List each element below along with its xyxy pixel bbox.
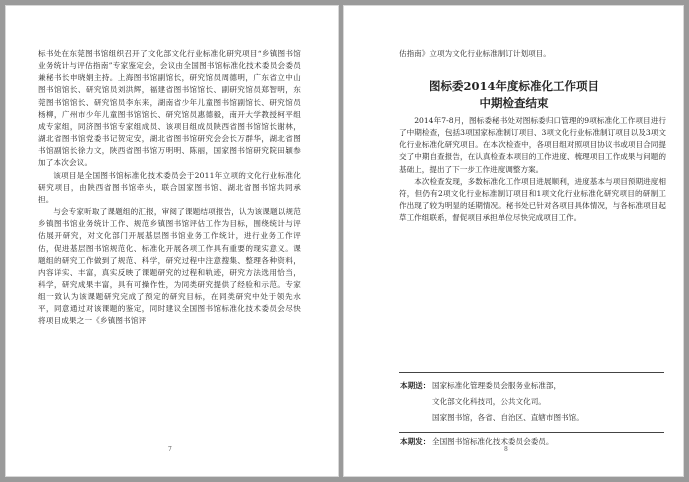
distribution-top-rule [399,372,664,373]
left-paragraph-2: 该项目是全国图书馆标准化技术委员会于2011年立项的文化行业标准化研究项目，由陕西省图书馆牵头，联合国家图书馆、湖北省图书馆共同承担。 [38,170,301,204]
left-paragraph-3: 与会专家听取了课题组的汇报，审阅了课题结项报告，认为该课题以规范乡镇图书馆业务统计工作、规范乡镇图书馆评估工作为目标，围绕统计与评估展开研究，对文化部门开展基层图书馆业务工作统计，进行业务工作评估，促进基层图书馆规范化、标准化开展各项工作具有重要的现实意义。课题组的研究工作做到了规范、科学，研究过程中注意搜集、整理各种资料，内容详实、丰富，真实反映了课题研究的过程和轨迹，研究方法选用恰当，科学，研究成果丰富，具有可操作性，为同类研究提供了经验和示范。专家组一致认为该课题研究完成了预定的研究目标，在同类研究中处于领先水平，同意通过对该课题的鉴定，同时建议全国图书馆标准化技术委员会尽快将项目成果之一《乡镇图书馆评 [38,207,301,326]
distribution-from [400,436,554,448]
left-page-number: 7 [168,446,172,453]
right-page-number: 8 [504,446,508,453]
article-title-line-2: 中期检查结束 [479,96,549,110]
right-page-continuation: 估指南》立项为文化行业标准制订计划项目。 [399,49,551,58]
distribution-from-line: 全国图书馆标准化技术委员会委员。 [432,437,554,446]
distribution-from-label: 本期发： [400,437,431,446]
right-page [344,6,683,476]
left-page [6,6,338,476]
left-page-body [38,48,301,328]
distribution-bottom-rule [399,432,664,433]
left-paragraph-1: 标书处在东莞图书馆组织召开了文化部文化行业标准化研究项目“乡镇图书馆业务统计与评估指南”专家鉴定会，会议由全国图书馆标准化技术委员会委员兼秘书长申晓娟主持。上海图书馆副馆长，研究馆员周德明，广东省立中山图书馆馆长、研究馆员刘洪辉，福建省图书馆馆长、副研究馆员郑智明，东莞图书馆馆长、研究馆员李东来，湖南省少年儿童图书馆副馆长、研究馆员杨柳，广州市少年儿童图书馆馆长、研究馆员惠德毅，南开大学教授柯平组成专家组，同济图书馆专家组成员、该项目组成员陕西省图书馆馆长谢林，湖北省图书馆党委书记贺定安，湖北省图书馆研究会会长万群华，湖北省图书馆副馆长徐力文，陕西省图书馆万明明、陈丽，国家图书馆研究院田颖参加了本次会议。 [38,49,301,168]
distribution-to [400,380,584,424]
distribution-to-label: 本期送： [400,381,431,390]
distribution-to-line-2: 文化部文化科技司，公共文化司。 [432,397,546,406]
distribution-to-line-1: 国家标准化管理委员会服务业标准部， [432,381,562,390]
right-paragraph-1: 2014年7-8月，图标委秘书处对图标委归口管理的9项标准化工作项目进行了中期检查，包括3项国家标准制订项目、3项文化行业标准制订项目以及3项文化行业标准化研究项目。在本次检查中，各项目组对照项目协议书或项目合同提交了中期自查报告，在认真检查本项目的工作进度、梳理项目工作成果与问题的基础上，提出了下一步工作进度调整方案。 [399,116,666,174]
distribution-to-line-3: 国家图书馆，各省、自治区、直辖市图书馆。 [432,413,584,422]
right-page-body [399,115,666,224]
article-title-line-1: 图标委2014年度标准化工作项目 [428,79,599,93]
right-paragraph-2: 本次检查发现，多数标准化工作项目进展顺利，进度基本与项目预期进度相符，但仍有2项文化行业标准制订项目和1项文化行业标准化研究项目的研制工作出现了较为明显的延期情况。秘书处已针对各项目具体情况，与各标准项目起草工作组联系，督促项目承担单位尽快完成项目工作。 [399,176,666,223]
